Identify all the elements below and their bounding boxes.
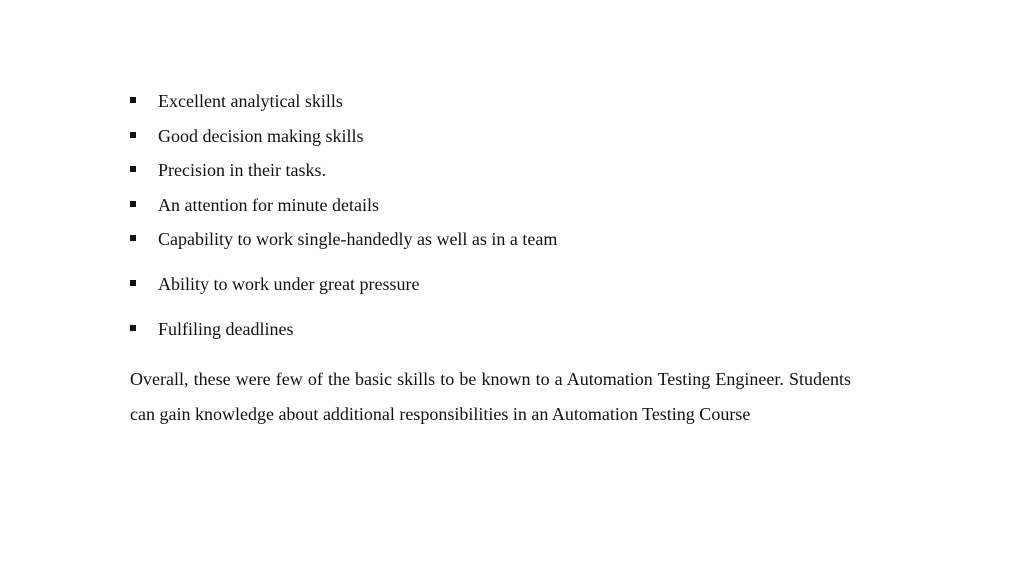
square-bullet-icon [130, 235, 136, 241]
skills-list [130, 88, 850, 342]
square-bullet-icon [130, 201, 136, 207]
list-item [130, 192, 850, 218]
summary-paragraph: Overall, these were few of the basic skills to be known to a Automation Testing Engineer. Students can gain knowledge about additional responsibilities in an Automation Testing Course [130, 369, 851, 424]
square-bullet-icon [130, 166, 136, 172]
list-item-text: Ability to work under great pressure [158, 274, 420, 294]
list-item-text: Good decision making skills [158, 125, 364, 146]
list-item-text: Precision in their tasks. [158, 160, 326, 180]
list-item-text: Fulfiling deadlines [158, 319, 294, 339]
list-item [130, 88, 850, 114]
list-item-text: An attention for minute details [158, 194, 379, 215]
list-item [130, 123, 850, 149]
list-item [130, 271, 850, 297]
square-bullet-icon [130, 132, 136, 138]
square-bullet-icon [130, 280, 136, 286]
square-bullet-icon [130, 325, 136, 331]
list-item [130, 316, 850, 342]
square-bullet-icon [130, 97, 136, 103]
list-item-text: Excellent analytical skills [158, 91, 343, 111]
list-item [130, 226, 850, 252]
list-item-text: Capability to work single-handedly as well as in a team [158, 229, 558, 249]
list-item [130, 157, 850, 183]
